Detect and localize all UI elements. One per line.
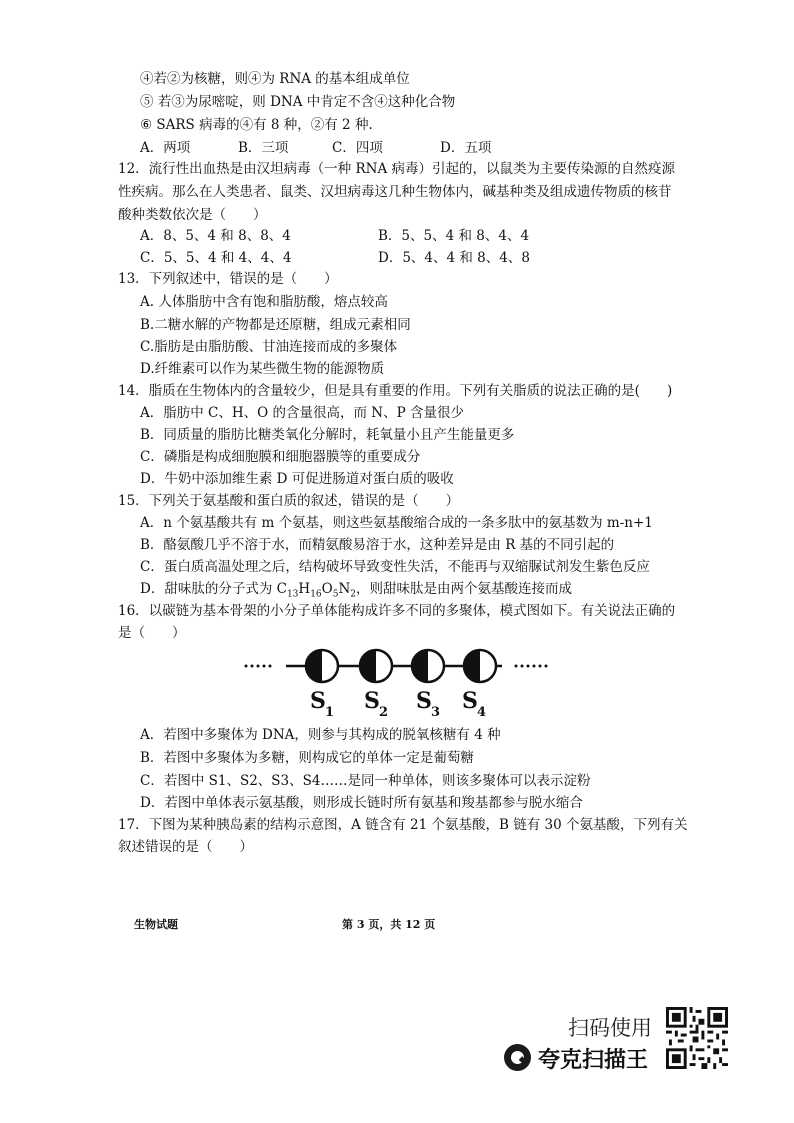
dotted-line-left [245, 665, 272, 668]
q12-option-b: B．5、5、4 和 8、4、4 [378, 228, 530, 244]
label-s2: S [364, 688, 380, 714]
monomer-s4 [464, 650, 496, 682]
q15-option-a: A．n 个氨基酸共有 m 个氨基，则这些氨基酸缩合成的一条多肽中的氨基数为 m-n+1 [140, 515, 653, 531]
label-s1: S [310, 688, 326, 714]
dotted-line-right [515, 665, 548, 668]
monomer-s2 [360, 650, 392, 682]
monomer-s1 [306, 650, 338, 682]
q11-option-d: D．五项 [440, 140, 492, 156]
q13-option-c: C.脂肪是由脂肪酸、甘油连接而成的多聚体 [140, 339, 398, 355]
q15-option-c: C．蛋白质高温处理之后，结构破坏导致变性失活，不能再与双缩脲试剂发生紫色反应 [140, 559, 650, 575]
label-s2-sub: 2 [379, 705, 389, 720]
q16-stem-2: 是（ ） [118, 625, 186, 641]
label-s4-sub: 4 [477, 705, 487, 720]
q14-stem: 14．脂质在生物体内的含量较少，但是具有重要的作用。下列有关脂质的说法正确的是( ) [118, 383, 673, 399]
label-s1-sub: 1 [325, 705, 335, 720]
label-s3-sub: 3 [431, 705, 441, 720]
q13-option-a: A. 人体脂肪中含有饱和脂肪酸，熔点较高 [140, 294, 388, 310]
app-name-label: 夸克扫描王 [538, 1048, 649, 1073]
label-s3: S [416, 688, 432, 714]
q17-stem-1: 17．下图为某种胰岛素的结构示意图，A 链含有 21 个氨基酸，B 链有 30 个氨基酸，下列有关 [118, 817, 688, 833]
q16-stem-1: 16．以碳链为基本骨架的小分子单体能构成许多不同的多聚体，模式图如下。有关说法正确的 [118, 603, 676, 619]
line-6: ⑥ SARS 病毒的④有 8 种，②有 2 种. [140, 117, 373, 133]
q12-stem-1: 12．流行性出血热是由汉坦病毒（一种 RNA 病毒）引起的，以鼠类为主要传染源的自然疫源 [118, 161, 675, 177]
q15-stem: 15．下列关于氨基酸和蛋白质的叙述，错误的是（ ） [118, 493, 460, 509]
monomer-s3 [412, 650, 444, 682]
q14-option-b: B．同质量的脂肪比糖类氧化分解时，耗氧量小且产生能量更多 [140, 427, 515, 443]
qr-code-icon[interactable] [666, 1007, 728, 1069]
q16-option-b: B．若图中多聚体为多糖，则构成它的单体一定是葡萄糖 [140, 750, 474, 766]
q14-option-d: D．牛奶中添加维生素 D 可促进肠道对蛋白质的吸收 [140, 471, 454, 487]
q17-stem-2: 叙述错误的是（ ） [118, 839, 253, 855]
q15-option-d: D．甜味肽的分子式为 $C_{13}H_{16}O_5N_2$，则甜味肽是由两个氨基酸连接而成 [140, 581, 572, 600]
scan-to-use-label: 扫码使用 [568, 1016, 652, 1040]
q11-option-c: C．四项 [332, 140, 383, 156]
line-5: ⑤ 若③为尿嘧啶，则 DNA 中肯定不含④这种化合物 [140, 94, 456, 110]
polymer-chain-diagram [240, 644, 560, 722]
q14-option-c: C．磷脂是构成细胞膜和细胞器膜等的重要成分 [140, 449, 421, 465]
q12-option-c: C．5、5、4 和 4、4、4 [140, 250, 292, 266]
label-s4: S [462, 688, 478, 714]
quark-logo-icon [504, 1044, 531, 1071]
q14-option-a: A．脂肪中 C、H、O 的含量很高，而 N、P 含量很少 [140, 405, 464, 421]
line-4: ④若②为核糖，则④为 RNA 的基本组成单位 [140, 71, 410, 87]
q13-stem: 13．下列叙述中，错误的是（ ） [118, 271, 338, 287]
q15-option-b: B．酪氨酸几乎不溶于水，而精氨酸易溶于水，这种差异是由 R 基的不同引起的 [140, 537, 615, 553]
q12-stem-2: 性疾病。那么在人类患者、鼠类、汉坦病毒这几种生物体内，碱基种类及组成遗传物质的核苷 [118, 184, 672, 200]
footer-subject: 生物试题 [134, 918, 178, 931]
q13-option-d: D.纤维素可以作为某些微生物的能源物质 [140, 361, 385, 377]
q12-stem-3: 酸种类数依次是（ ） [118, 207, 267, 223]
q12-option-a: A．8、5、4 和 8、8、4 [140, 228, 291, 244]
footer-page-number: 第 3 页，共 12 页 [342, 918, 436, 931]
q12-option-d: D．5、4、4 和 8、4、8 [378, 250, 530, 266]
q16-option-a: A．若图中多聚体为 DNA，则参与其构成的脱氧核糖有 4 种 [140, 727, 501, 743]
q11-option-b: B．三项 [238, 140, 289, 156]
q16-option-d: D．若图中单体表示氨基酸，则形成长链时所有氨基和羧基都参与脱水缩合 [140, 795, 583, 811]
q11-option-a: A．两项 [140, 140, 191, 156]
q16-option-c: C．若图中 S1、S2、S3、S4……是同一种单体，则该多聚体可以表示淀粉 [140, 773, 591, 789]
q13-option-b: B.二糖水解的产物都是还原糖，组成元素相同 [140, 317, 411, 333]
